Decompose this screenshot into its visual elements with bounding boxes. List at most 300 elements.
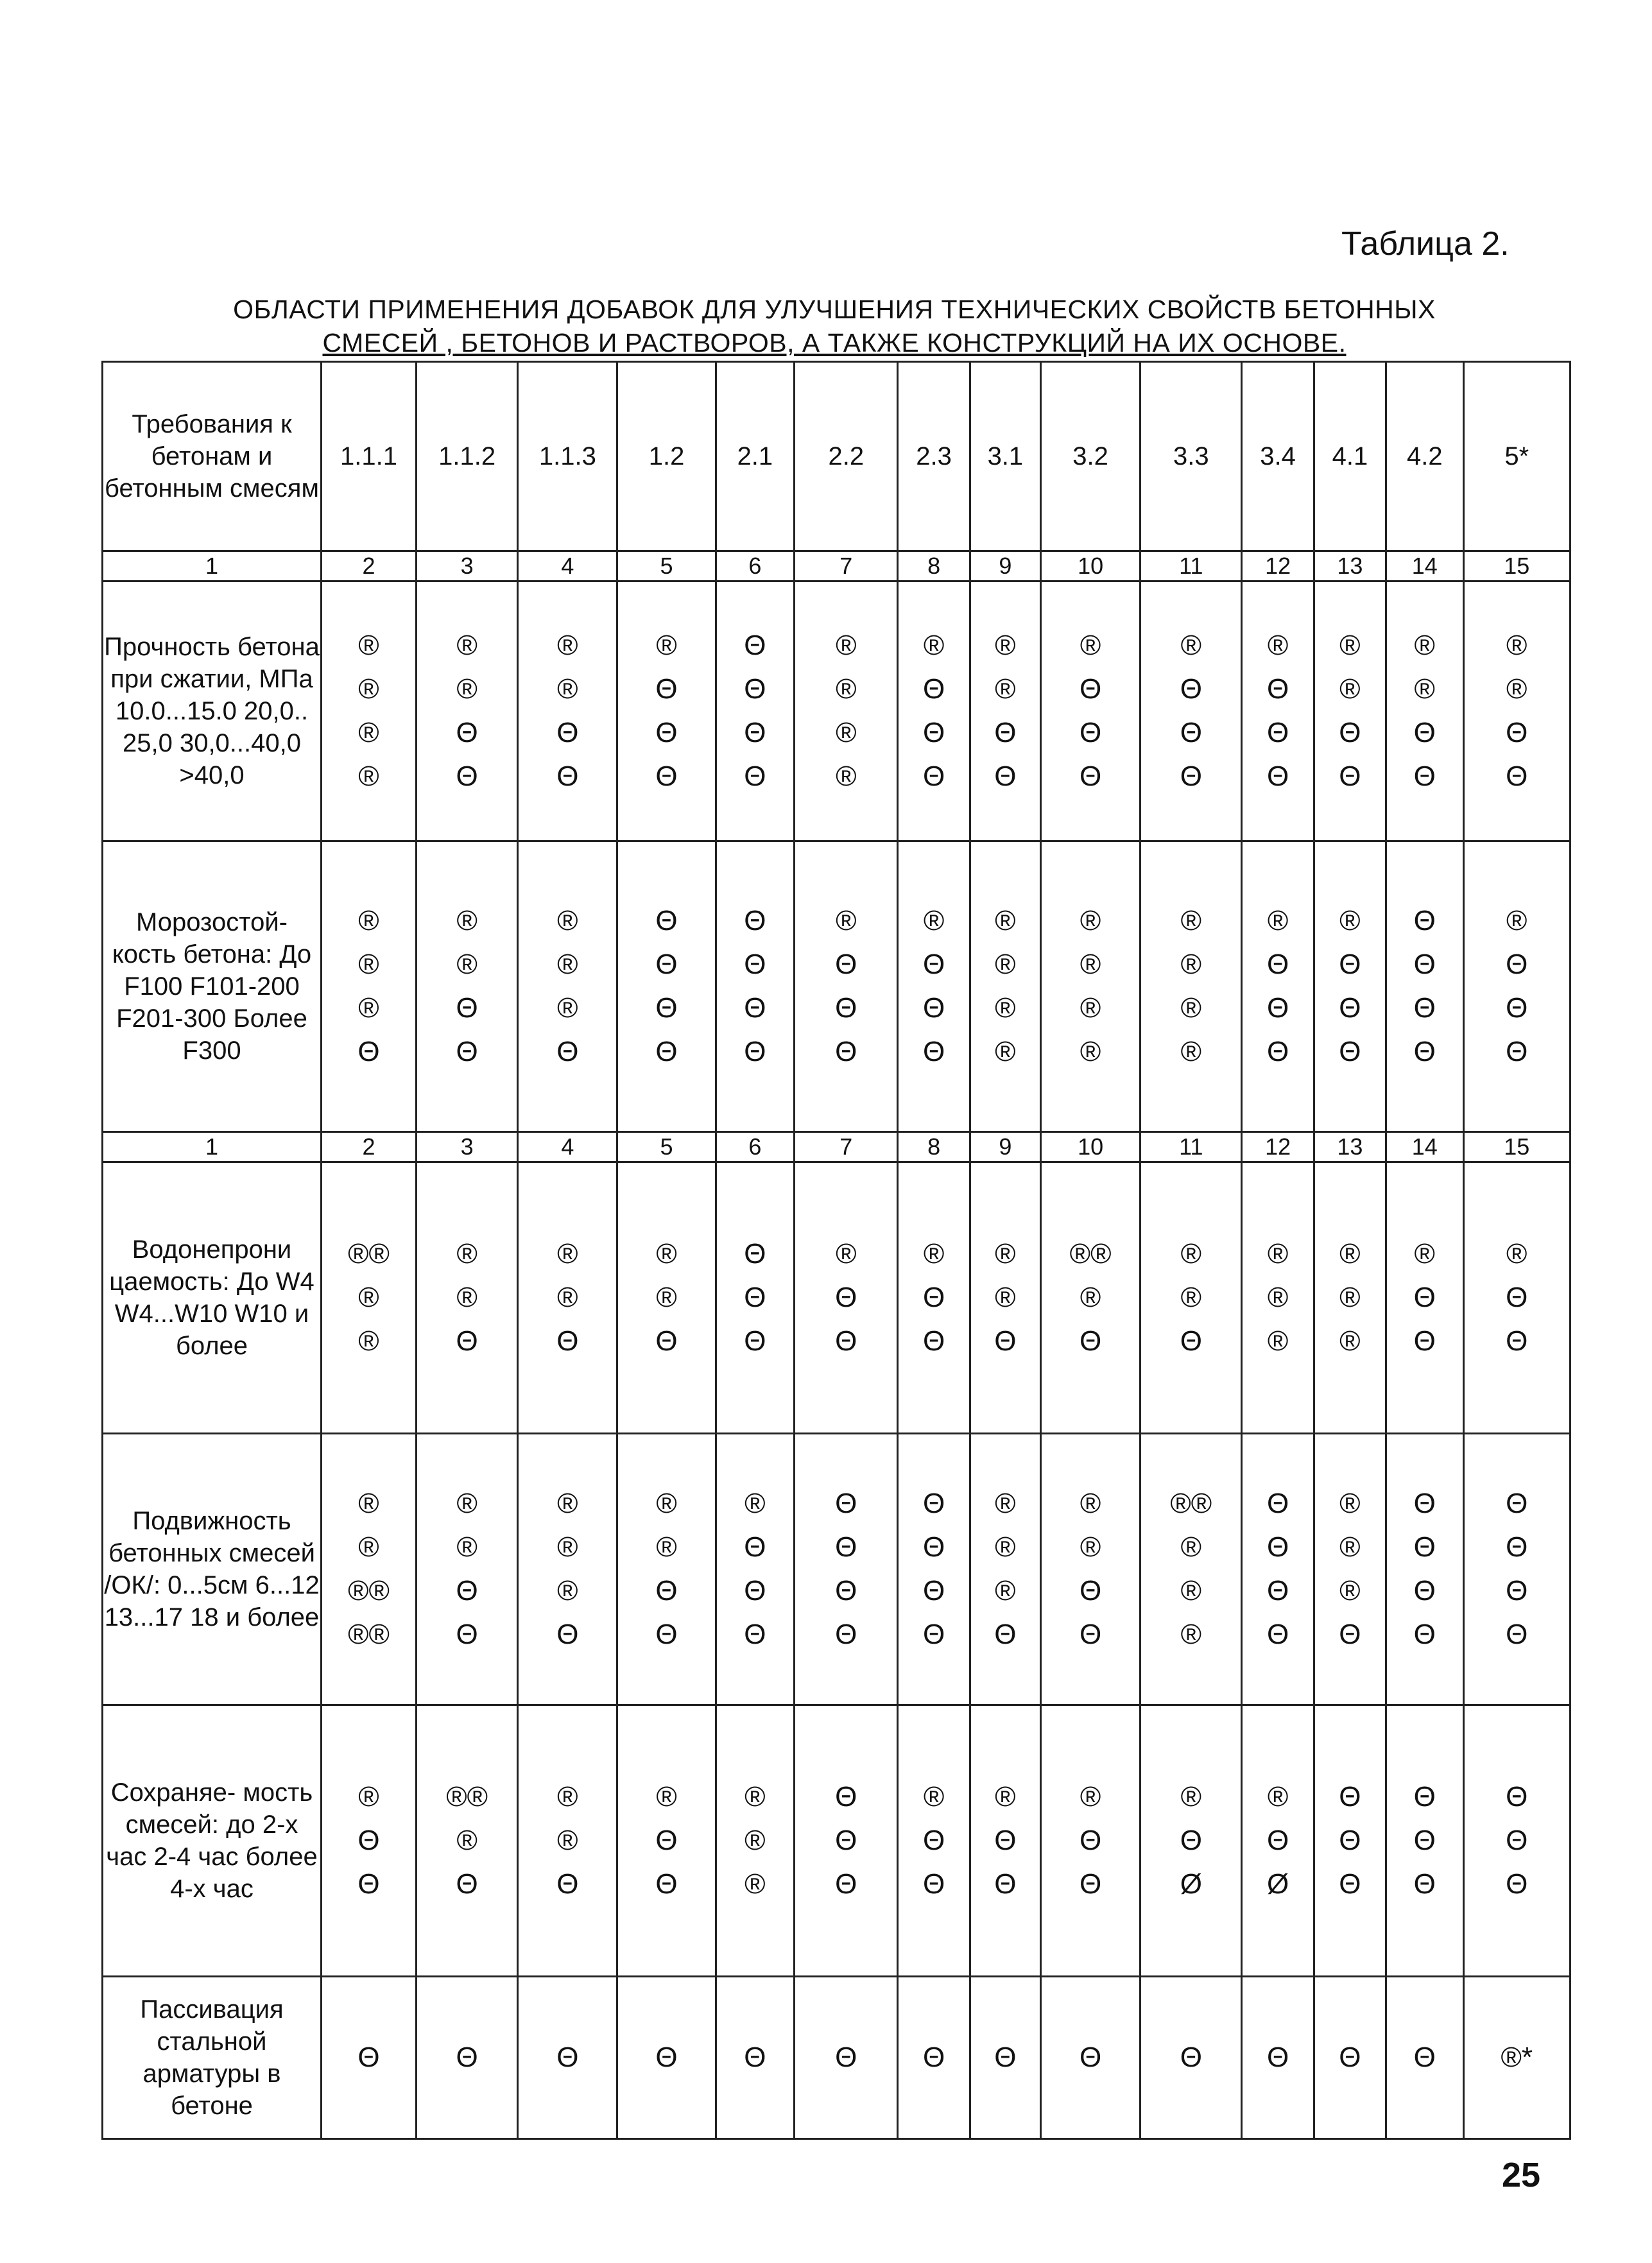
rating-cell <box>1242 1705 1314 1977</box>
rating-cell <box>518 841 617 1132</box>
rating-symbol: Θ <box>1079 1325 1102 1357</box>
rating-symbol: Θ <box>1079 761 1102 792</box>
rating-cell <box>417 1705 518 1977</box>
rating-cell <box>1314 1705 1386 1977</box>
rating-symbol: ® <box>1339 1531 1361 1563</box>
rating-cell <box>1386 841 1463 1132</box>
rating-symbol: ® <box>995 1531 1016 1563</box>
rating-symbol: Θ <box>922 1619 945 1650</box>
rating-symbol: Θ <box>1180 1325 1202 1357</box>
rating-cell <box>1314 1977 1386 2139</box>
rating-symbol: Θ <box>456 1619 478 1650</box>
rating-symbol: Θ <box>1339 1868 1361 1900</box>
rating-symbol: Θ <box>1079 2042 1102 2073</box>
rating-symbol: Θ <box>456 1036 478 1067</box>
rating-symbol: Θ <box>1506 949 1528 980</box>
rating-symbol: Θ <box>655 761 678 792</box>
rating-symbol: Θ <box>1506 717 1528 748</box>
rating-symbol: Θ <box>357 1868 380 1900</box>
rating-symbol: ® <box>995 1036 1016 1067</box>
rating-symbol: ® <box>1180 1238 1202 1269</box>
rating-symbol: Θ <box>994 1619 1017 1650</box>
rating-cell <box>795 841 898 1132</box>
rating-cell <box>1041 841 1140 1132</box>
rating-cell <box>1140 841 1242 1132</box>
rating-symbol: Θ <box>1506 1575 1528 1606</box>
rating-symbol: ® <box>923 905 945 936</box>
column-number: 7 <box>795 551 898 581</box>
rating-cell <box>795 1162 898 1434</box>
rating-symbol: ® <box>1267 1325 1289 1357</box>
column-number-row <box>103 1132 1570 1162</box>
rating-symbol: ® <box>836 1238 857 1269</box>
rating-symbol: ® <box>456 1488 478 1519</box>
rating-symbol: Θ <box>835 949 857 980</box>
rating-cell <box>617 1162 716 1434</box>
rating-symbol: ® <box>836 630 857 661</box>
rating-symbol: ® <box>557 1531 578 1563</box>
rating-cell <box>617 1705 716 1977</box>
rating-symbol: ® <box>358 717 379 748</box>
rating-symbol: ® <box>557 1238 578 1269</box>
rating-cell <box>795 1705 898 1977</box>
rating-symbol: ® <box>358 1325 379 1357</box>
column-number: 10 <box>1041 551 1140 581</box>
rating-cell <box>795 1434 898 1705</box>
column-number: 9 <box>970 1132 1040 1162</box>
rating-cell <box>1041 1705 1140 1977</box>
rating-symbol: Θ <box>1339 1781 1361 1812</box>
rating-symbol: Θ <box>1266 673 1289 705</box>
rating-symbol: Θ <box>1180 761 1202 792</box>
rating-cell <box>518 1162 617 1434</box>
rating-cell <box>795 1977 898 2139</box>
rating-cell <box>1140 1434 1242 1705</box>
column-number: 4 <box>518 551 617 581</box>
rating-symbol: Θ <box>994 717 1017 748</box>
header-row <box>103 362 1570 551</box>
rating-cell <box>417 1434 518 1705</box>
column-number: 15 <box>1463 1132 1570 1162</box>
rating-cell <box>716 581 795 841</box>
rating-symbol: Θ <box>835 1619 857 1650</box>
rating-symbol: Θ <box>1506 1781 1528 1812</box>
rating-symbol: Θ <box>1266 949 1289 980</box>
rating-symbol: ® <box>1339 1238 1361 1269</box>
rating-symbol: ® <box>1506 673 1527 705</box>
rating-cell <box>1242 841 1314 1132</box>
rating-symbol: Θ <box>456 1575 478 1606</box>
rating-symbol: ® <box>1180 630 1202 661</box>
rating-symbol: ® <box>656 1488 677 1519</box>
rating-symbol: ® <box>1339 1325 1361 1357</box>
rating-symbol: ® <box>836 717 857 748</box>
column-number: 10 <box>1041 1132 1140 1162</box>
rating-symbol: Θ <box>1506 1325 1528 1357</box>
rating-cell <box>1386 1162 1463 1434</box>
rating-cell <box>716 841 795 1132</box>
rating-symbol: ®® <box>348 1575 390 1606</box>
rating-symbol: Θ <box>1266 1036 1289 1067</box>
rating-symbol: ® <box>358 673 379 705</box>
rating-symbol: ® <box>995 673 1016 705</box>
rating-symbol: Θ <box>456 717 478 748</box>
rating-symbol: Θ <box>655 1325 678 1357</box>
rating-symbol: Θ <box>655 1868 678 1900</box>
rating-cell <box>898 581 970 841</box>
rating-symbol: Θ <box>744 992 766 1024</box>
col-header: 2.2 <box>795 362 898 551</box>
col-header: 3.2 <box>1041 362 1140 551</box>
rating-cell <box>1463 841 1570 1132</box>
rating-symbol: ®® <box>348 1619 390 1650</box>
rating-symbol: Θ <box>835 1282 857 1313</box>
rating-cell <box>1041 581 1140 841</box>
rating-symbol: ® <box>1414 630 1435 661</box>
table-caption: Таблица 2. <box>1341 225 1510 262</box>
rating-symbol: ® <box>995 1575 1016 1606</box>
rating-cell <box>322 841 417 1132</box>
rating-cell <box>1386 1977 1463 2139</box>
col-header: 4.2 <box>1386 362 1463 551</box>
rating-symbol: ® <box>358 761 379 792</box>
rating-symbol: ® <box>1506 630 1527 661</box>
column-number: 3 <box>417 1132 518 1162</box>
col-header: 1.1.2 <box>417 362 518 551</box>
section-label: Прочность бетона при сжатии, МПа 10.0...15.0 20,0.. 25,0 30,0...40,0 >40,0 <box>103 581 322 841</box>
rating-symbol: Θ <box>1266 717 1289 748</box>
column-number: 2 <box>322 551 417 581</box>
rating-symbol: ® <box>1080 1781 1101 1812</box>
rating-symbol: Θ <box>556 2042 579 2073</box>
rating-symbol: Θ <box>1266 1575 1289 1606</box>
rating-cell <box>518 1705 617 1977</box>
rating-symbol: Θ <box>744 1282 766 1313</box>
column-number: 12 <box>1242 1132 1314 1162</box>
rating-symbol: Θ <box>1079 1575 1102 1606</box>
rating-cell <box>1463 581 1570 841</box>
rating-symbol: ® <box>1080 1488 1101 1519</box>
rating-symbol: ® <box>1180 1619 1202 1650</box>
rating-cell <box>1386 1434 1463 1705</box>
rating-symbol: Θ <box>744 673 766 705</box>
rating-symbol: Θ <box>1266 1488 1289 1519</box>
rating-symbol: Θ <box>456 1868 478 1900</box>
rating-cell <box>322 581 417 841</box>
rating-symbol: ® <box>744 1825 766 1856</box>
rating-symbol: ® <box>923 1238 945 1269</box>
rating-cell <box>617 1434 716 1705</box>
rating-symbol: Θ <box>1079 673 1102 705</box>
rating-cell <box>716 1434 795 1705</box>
rating-symbol: ® <box>1180 1781 1202 1812</box>
column-number: 8 <box>898 1132 970 1162</box>
column-number: 6 <box>716 1132 795 1162</box>
rating-symbol: ® <box>557 1575 578 1606</box>
rating-symbol: Θ <box>1506 1531 1528 1563</box>
section-label: Подвижность бетонных смесей /ОК/: 0...5см 6...12 13...17 18 и более <box>103 1434 322 1705</box>
col-header: 5* <box>1463 362 1570 551</box>
column-number: 14 <box>1386 1132 1463 1162</box>
rating-symbol: Θ <box>744 1238 766 1269</box>
rating-symbol: ® <box>995 949 1016 980</box>
rating-cell <box>617 841 716 1132</box>
rating-symbol: Θ <box>922 992 945 1024</box>
column-number: 8 <box>898 551 970 581</box>
col-header: 2.1 <box>716 362 795 551</box>
rating-symbol: ® <box>1339 1488 1361 1519</box>
column-number: 3 <box>417 551 518 581</box>
rating-symbol: Θ <box>1506 761 1528 792</box>
rating-symbol: Θ <box>994 2042 1017 2073</box>
rating-symbol: ®* <box>1501 2042 1533 2073</box>
table-title <box>96 293 1572 359</box>
rating-cell <box>1463 1434 1570 1705</box>
rating-symbol: ® <box>557 949 578 980</box>
column-number: 1 <box>103 1132 322 1162</box>
rating-symbol: ® <box>1414 1238 1435 1269</box>
section-row-passiv <box>103 1977 1570 2139</box>
column-number: 12 <box>1242 551 1314 581</box>
column-number: 11 <box>1140 551 1242 581</box>
rating-symbol: ® <box>358 905 379 936</box>
rating-symbol: Θ <box>922 1325 945 1357</box>
col-header: 3.3 <box>1140 362 1242 551</box>
rating-symbol: ® <box>656 1238 677 1269</box>
rating-cell <box>1041 1977 1140 2139</box>
rating-symbol: Θ <box>456 2042 478 2073</box>
rating-symbol: Θ <box>456 992 478 1024</box>
rating-symbol: Θ <box>1413 992 1436 1024</box>
rating-symbol: ® <box>557 992 578 1024</box>
rating-symbol: Θ <box>1413 1575 1436 1606</box>
rating-symbol: ® <box>358 1531 379 1563</box>
rating-symbol: ®® <box>446 1781 488 1812</box>
rating-symbol: Θ <box>1413 761 1436 792</box>
section-row-water <box>103 1162 1570 1434</box>
rating-symbol: Θ <box>1266 2042 1289 2073</box>
rating-cell <box>1140 1705 1242 1977</box>
rating-symbol: ® <box>1267 1781 1289 1812</box>
rating-cell <box>1242 1434 1314 1705</box>
rating-symbol: Θ <box>556 1325 579 1357</box>
rating-symbol: ® <box>1180 1282 1202 1313</box>
rating-symbol: ® <box>557 905 578 936</box>
rating-symbol: ® <box>456 949 478 980</box>
rating-cell <box>1242 1977 1314 2139</box>
rating-symbol: Θ <box>744 1619 766 1650</box>
rating-symbol: Θ <box>1079 1868 1102 1900</box>
rating-symbol: ® <box>456 673 478 705</box>
column-number: 5 <box>617 551 716 581</box>
column-number: 2 <box>322 1132 417 1162</box>
col-header: 3.1 <box>970 362 1040 551</box>
rating-symbol: ® <box>744 1488 766 1519</box>
rating-symbol: Θ <box>744 761 766 792</box>
rating-symbol: Θ <box>922 949 945 980</box>
rating-symbol: Θ <box>994 761 1017 792</box>
rating-symbol: Θ <box>556 1036 579 1067</box>
rating-symbol: Θ <box>1339 1825 1361 1856</box>
rating-cell <box>518 581 617 841</box>
rating-symbol: ® <box>358 949 379 980</box>
rating-symbol: Θ <box>655 905 678 936</box>
rating-symbol: Θ <box>1266 1619 1289 1650</box>
rating-symbol: Θ <box>655 1575 678 1606</box>
rating-cell <box>1463 1162 1570 1434</box>
rating-symbol: Θ <box>835 1868 857 1900</box>
rating-symbol: Θ <box>1339 2042 1361 2073</box>
rating-symbol: Θ <box>1413 949 1436 980</box>
column-number-row <box>103 551 1570 581</box>
rating-symbol: Θ <box>556 761 579 792</box>
rating-symbol: ® <box>557 1488 578 1519</box>
rating-symbol: ® <box>1506 1238 1527 1269</box>
rating-symbol: Θ <box>357 2042 380 2073</box>
rating-cell <box>1140 581 1242 841</box>
rating-cell <box>1463 1977 1570 2139</box>
col-header: 1.1.3 <box>518 362 617 551</box>
rating-symbol: Θ <box>922 1282 945 1313</box>
rating-symbol: ® <box>1180 949 1202 980</box>
rating-symbol: ® <box>656 1531 677 1563</box>
rating-symbol: Θ <box>357 1036 380 1067</box>
column-number: 9 <box>970 551 1040 581</box>
rating-symbol: Θ <box>1413 1325 1436 1357</box>
additives-table <box>101 361 1571 2140</box>
rating-symbol: Θ <box>744 1036 766 1067</box>
rating-symbol: ® <box>923 1781 945 1812</box>
section-row-frost <box>103 841 1570 1132</box>
rating-symbol: ® <box>1506 905 1527 936</box>
rating-symbol: ®® <box>1170 1488 1212 1519</box>
rating-symbol: ® <box>995 1282 1016 1313</box>
rating-symbol: Θ <box>835 1036 857 1067</box>
rating-symbol: ® <box>1267 1238 1289 1269</box>
rating-cell <box>1314 841 1386 1132</box>
rating-symbol: ® <box>1180 1531 1202 1563</box>
rating-symbol: ® <box>923 630 945 661</box>
rating-symbol: ® <box>1414 673 1435 705</box>
title-line-1: ОБЛАСТИ ПРИМЕНЕНИЯ ДОБАВОК ДЛЯ УЛУЧШЕНИЯ ТЕХНИЧЕСКИХ СВОЙСТВ БЕТОННЫХ <box>233 295 1436 324</box>
col-header: 3.4 <box>1242 362 1314 551</box>
rating-cell <box>898 1977 970 2139</box>
rating-symbol: Θ <box>1413 2042 1436 2073</box>
column-number: 6 <box>716 551 795 581</box>
rating-symbol: Θ <box>1413 1781 1436 1812</box>
rating-symbol: Θ <box>994 1825 1017 1856</box>
rating-symbol: ®® <box>1069 1238 1112 1269</box>
rating-symbol: ® <box>1080 630 1101 661</box>
rating-cell <box>617 1977 716 2139</box>
rating-symbol: Θ <box>655 949 678 980</box>
section-label: Сохраняе- мость смесей: до 2-х час 2-4 час более 4-х час <box>103 1705 322 1977</box>
rating-symbol: ® <box>358 992 379 1024</box>
rating-symbol: ® <box>456 1531 478 1563</box>
rating-symbol: Θ <box>1266 992 1289 1024</box>
rating-cell <box>1140 1162 1242 1434</box>
rating-symbol: Θ <box>744 1575 766 1606</box>
rating-symbol: ® <box>358 1781 379 1812</box>
title-line-2: СМЕСЕЙ , БЕТОНОВ И РАСТВОРОВ, А ТАКЖЕ КОНСТРУКЦИЙ НА ИХ ОСНОВЕ. <box>322 328 1347 357</box>
rating-cell <box>898 1434 970 1705</box>
rating-symbol: ® <box>1080 1282 1101 1313</box>
rating-symbol: ® <box>557 1781 578 1812</box>
rating-symbol: ® <box>656 1781 677 1812</box>
rating-symbol: ® <box>358 1488 379 1519</box>
rating-symbol: Θ <box>1506 1619 1528 1650</box>
rating-symbol: Θ <box>1506 1825 1528 1856</box>
rating-symbol: ® <box>1339 673 1361 705</box>
rating-symbol: ® <box>358 630 379 661</box>
rating-symbol: Θ <box>1180 2042 1202 2073</box>
rating-symbol: Θ <box>655 992 678 1024</box>
rating-symbol: Θ <box>1413 1282 1436 1313</box>
rating-symbol: ® <box>1267 1282 1289 1313</box>
rating-cell <box>322 1434 417 1705</box>
rating-cell <box>417 581 518 841</box>
rating-symbol: Θ <box>456 1325 478 1357</box>
col-header: 4.1 <box>1314 362 1386 551</box>
rating-symbol: Θ <box>835 1488 857 1519</box>
rating-cell <box>970 1434 1040 1705</box>
rating-cell <box>417 1162 518 1434</box>
rating-symbol: Θ <box>994 1868 1017 1900</box>
rating-symbol: Θ <box>1266 761 1289 792</box>
rating-symbol: ® <box>995 1238 1016 1269</box>
rating-symbol: ® <box>456 1238 478 1269</box>
rating-symbol: ® <box>1267 630 1289 661</box>
rating-symbol: Θ <box>1339 949 1361 980</box>
rating-cell <box>322 1705 417 1977</box>
rating-symbol: Θ <box>835 992 857 1024</box>
rating-symbol: Θ <box>1266 1825 1289 1856</box>
column-number: 7 <box>795 1132 898 1162</box>
section-label: Водонепрони цаемость: До W4 W4...W10 W10 и более <box>103 1162 322 1434</box>
rating-symbol: Θ <box>1413 1619 1436 1650</box>
rating-symbol: Θ <box>744 1325 766 1357</box>
rating-symbol: ® <box>1339 1575 1361 1606</box>
rating-cell <box>716 1705 795 1977</box>
rating-symbol: Θ <box>922 673 945 705</box>
rating-symbol: ® <box>358 1282 379 1313</box>
rating-cell <box>1041 1434 1140 1705</box>
rating-cell <box>898 1162 970 1434</box>
section-row-keep <box>103 1705 1570 1977</box>
column-number: 13 <box>1314 551 1386 581</box>
rating-symbol: Θ <box>922 761 945 792</box>
rating-symbol: Θ <box>655 1825 678 1856</box>
rating-symbol: Θ <box>655 717 678 748</box>
rating-cell <box>1314 1162 1386 1434</box>
rating-cell <box>970 1977 1040 2139</box>
rating-symbol: Θ <box>1413 905 1436 936</box>
rating-symbol: ® <box>557 1825 578 1856</box>
rating-symbol: Θ <box>922 1868 945 1900</box>
rating-symbol: Θ <box>835 1325 857 1357</box>
rating-cell <box>1463 1705 1570 1977</box>
rating-symbol: ® <box>656 630 677 661</box>
rating-symbol: Θ <box>1506 1036 1528 1067</box>
rating-symbol: ® <box>1080 905 1101 936</box>
rating-symbol: ® <box>836 905 857 936</box>
requirements-header: Требования к бетонам и бетонным смесям <box>103 362 322 551</box>
rating-symbol: Θ <box>456 761 478 792</box>
rating-symbol: Θ <box>1079 1825 1102 1856</box>
rating-symbol: Θ <box>835 1531 857 1563</box>
column-number: 1 <box>103 551 322 581</box>
rating-symbol: Θ <box>1180 1825 1202 1856</box>
